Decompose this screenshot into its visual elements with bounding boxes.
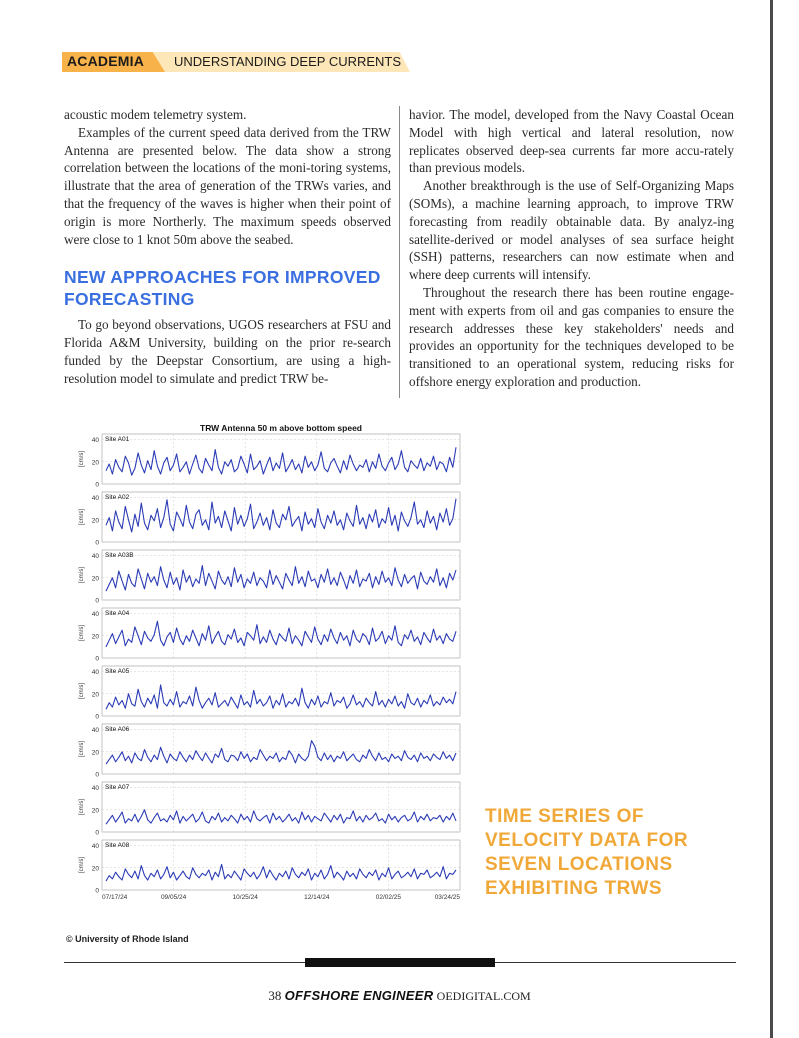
speed-series-line [106,810,456,824]
page-footer [0,988,799,1004]
panel-frame [102,666,460,716]
subheading: NEW APPROACHES FOR IMPROVED FORECASTING [64,267,381,310]
y-tick-label: 20 [91,865,99,873]
speed-series-line [106,499,456,532]
y-tick-label: 20 [91,807,99,815]
panel-site-label: Site A08 [105,842,130,849]
left-paragraph-3: To go beyond observations, UGOS researchers at FSU and Florida A&M University, building on the prior re-search funded by the Deepstar Consortium, are using a high-resolution model to simulate and predict TRW be- [64,317,391,386]
speed-series-line [106,621,456,647]
y-tick-label: 40 [91,437,99,445]
speed-series-line [106,741,456,764]
y-tick-label: 0 [95,771,99,779]
panel-frame [102,550,460,600]
panel-site-label: Site A04 [105,610,130,617]
y-tick-label: 0 [95,539,99,547]
panel-site-label: Site A06 [105,726,130,733]
panel-frame [102,608,460,658]
left-column [64,106,391,388]
y-axis-label: [cm/s] [79,451,85,467]
y-tick-label: 40 [91,785,99,793]
right-paragraph-1: havior. The model, developed from the Navy Coastal Ocean Model with high vertical and lateral resolution, now replicates observed deep-sea currents far more accu-rately than previous models. [409,107,734,176]
left-paragraph-2: Examples of the current speed data derived from the TRW Antenna are presented below. The data show a strong correlation between the locations of the moni-toring systems, illustrate that the area of generation of the TRWs varies, and that the frequency of the waves is higher when their point of origin is more Northerly. The maximum speeds observed were close to 1 knot 50m above the seabed. [64,124,391,247]
y-axis-label: [cm/s] [79,741,85,757]
y-axis-label: [cm/s] [79,799,85,815]
velocity-chart-svg [80,422,465,912]
callout-line-1: TIME SERIES OF [485,806,645,827]
panel-site-label: Site A03B [105,552,134,559]
x-tick-label: 12/14/24 [304,894,330,901]
y-tick-label: 20 [91,633,99,641]
y-axis-label: [cm/s] [79,683,85,699]
y-tick-label: 0 [95,655,99,663]
callout-line-3: SEVEN LOCATIONS [485,854,673,875]
y-tick-label: 20 [91,459,99,467]
section-tab-label: ACADEMIA [67,53,145,69]
panel-site-label: Site A05 [105,668,130,675]
y-tick-label: 0 [95,713,99,721]
panel-site-label: Site A02 [105,494,130,501]
panel-frame [102,840,460,890]
y-tick-label: 40 [91,843,99,851]
panel-frame [102,724,460,774]
y-tick-label: 0 [95,481,99,489]
page-edge-rule [770,0,773,1038]
column-divider [399,106,400,398]
y-tick-label: 40 [91,611,99,619]
y-tick-label: 20 [91,517,99,525]
x-tick-label: 09/05/24 [160,894,187,901]
y-tick-label: 40 [91,727,99,735]
left-paragraph-1: acoustic modem telemetry system. [64,107,247,122]
section-header [62,52,412,74]
y-tick-label: 0 [95,597,99,605]
velocity-chart [80,422,465,912]
callout-line-4: EXHIBITING TRWS [485,878,663,899]
section-title: UNDERSTANDING DEEP CURRENTS [174,54,402,69]
y-axis-label: [cm/s] [79,625,85,641]
speed-series-line [106,685,456,709]
speed-series-line [106,566,456,592]
right-paragraph-3: Throughout the research there has been routine engage-ment with experts from oil and gas companies to ensure the research addresses these key stakeholders' needs and provides an opportunity for the techniques developed to be transitioned to an operational system, reducing risks for offshore energy exploration and production. [409,284,734,389]
right-paragraph-2: Another breakthrough is the use of Self-Organizing Maps (SOMs), a machine learning approach, to improve TRW forecasting from readily obtainable data. By analyz-ing satellite-derived or model analyses of sea surface height (SSH) patterns, researchers can now estimate when and where deep currents will intensify. [409,178,734,283]
panel-site-label: Site A07 [105,784,130,791]
speed-series-line [106,447,456,475]
footer-bar [305,958,495,967]
x-tick-label: 03/24/25 [434,894,460,901]
y-tick-label: 0 [95,829,99,837]
y-tick-label: 40 [91,495,99,503]
x-tick-label: 02/02/25 [375,894,402,901]
callout-line-2: VELOCITY DATA FOR [485,830,689,851]
y-tick-label: 20 [91,575,99,583]
magazine-website: OEDIGITAL.COM [436,989,531,1003]
y-axis-label: [cm/s] [79,567,85,583]
y-tick-label: 40 [91,553,99,561]
x-tick-label: 07/17/24 [102,894,128,901]
right-column [409,106,734,391]
y-tick-label: 20 [91,691,99,699]
page-number: 38 [268,988,282,1003]
x-tick-label: 10/25/24 [232,894,258,901]
speed-series-line [106,864,456,881]
panel-site-label: Site A01 [105,436,130,443]
y-tick-label: 40 [91,669,99,677]
y-axis-label: [cm/s] [79,509,85,525]
figure-callout [485,805,725,901]
y-axis-label: [cm/s] [79,857,85,873]
panel-frame [102,782,460,832]
chart-title: TRW Antenna 50 m above bottom speed [200,423,362,433]
y-tick-label: 0 [95,887,99,895]
magazine-name: OFFSHORE ENGINEER [284,988,434,1003]
y-tick-label: 20 [91,749,99,757]
image-credit: © University of Rhode Island [66,934,189,944]
